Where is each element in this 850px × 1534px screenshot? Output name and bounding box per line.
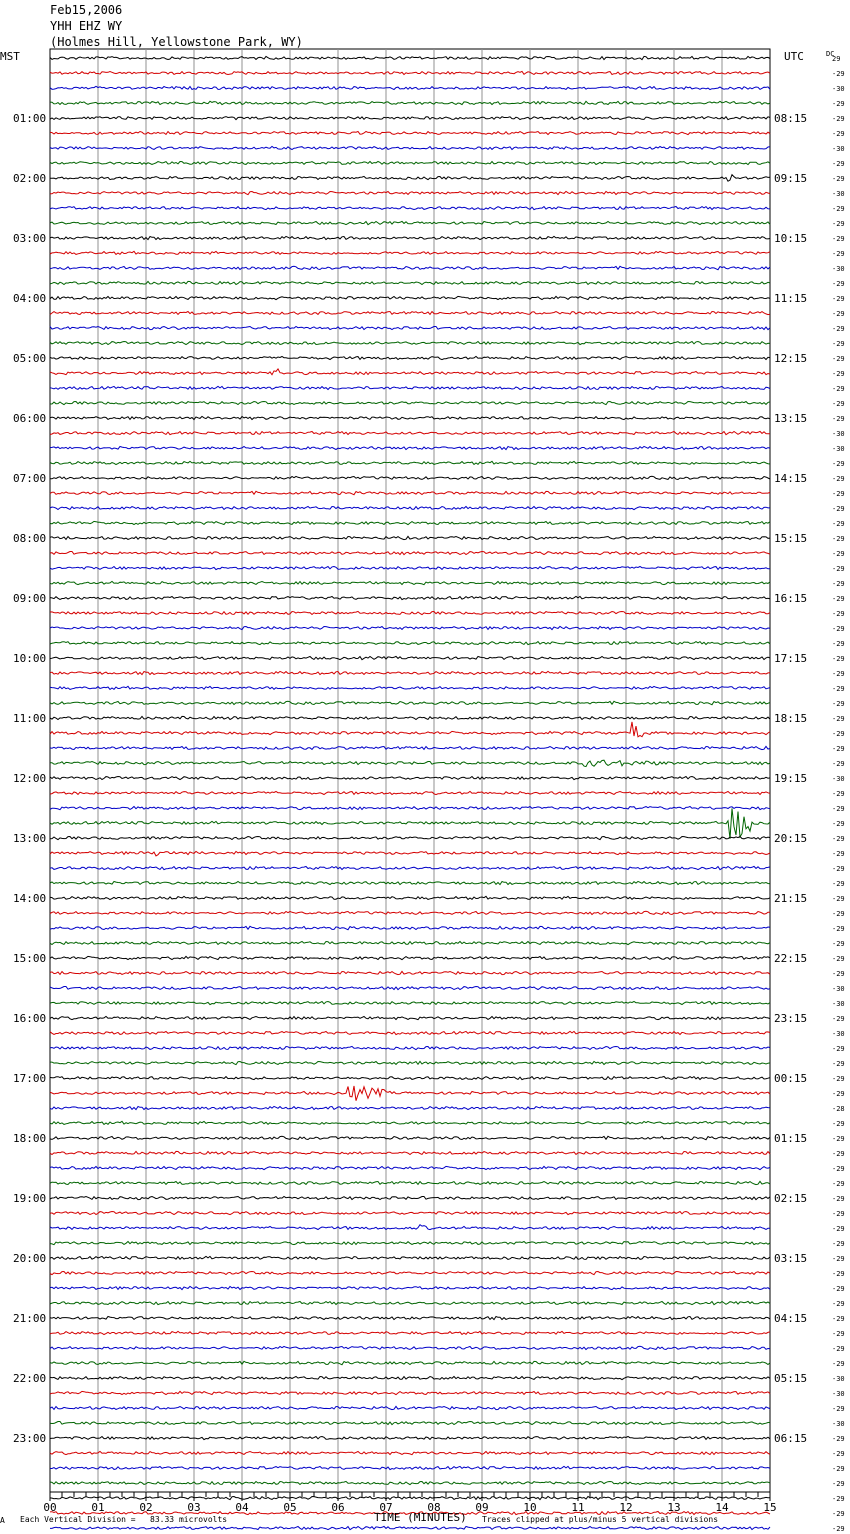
seismic-trace — [50, 1166, 770, 1169]
seismic-trace — [50, 760, 770, 766]
dc-offset-label: -30 — [832, 430, 845, 438]
dc-offset-label: -29 — [832, 550, 845, 558]
dc-offset-label: -29 — [832, 1075, 845, 1083]
seismic-trace — [50, 671, 770, 674]
dc-offset-label: -29 — [832, 1210, 845, 1218]
seismic-trace — [50, 956, 770, 959]
utc-hour-label: 17:15 — [774, 652, 808, 665]
dc-offset-label: -29 — [832, 1285, 845, 1293]
seismic-trace — [50, 446, 770, 449]
utc-hour-label: 13:15 — [774, 412, 808, 425]
dc-offset-label: -29 — [832, 1315, 845, 1323]
seismic-trace — [50, 701, 770, 704]
dc-offset-label: -29 — [832, 220, 845, 228]
dc-offset-label: -29 — [832, 1060, 845, 1068]
seismic-trace — [50, 1526, 770, 1529]
seismic-trace — [50, 1406, 770, 1409]
seismic-trace — [50, 881, 770, 884]
dc-offset-label: -29 — [832, 595, 845, 603]
x-tick-label: 15 — [763, 1501, 777, 1514]
dc-offset-label: -30 — [832, 1000, 845, 1008]
x-tick-label: 14 — [715, 1501, 729, 1514]
seismic-trace — [50, 132, 770, 135]
mst-hour-label: 03:00 — [13, 232, 47, 245]
dc-label: DC — [826, 50, 835, 58]
dc-offset-label: -29 — [832, 1270, 845, 1278]
dc-offset-label: -29 — [832, 535, 845, 543]
dc-offset-label: -29 — [832, 670, 845, 678]
seismic-trace — [50, 281, 770, 284]
seismic-trace — [50, 86, 770, 89]
utc-hour-label: 22:15 — [774, 952, 808, 965]
dc-offset-label: -29 — [832, 1510, 845, 1518]
dc-offset-label: -29 — [832, 820, 845, 828]
dc-offset-label: -29 — [832, 970, 845, 978]
dc-offset-label: -29 — [832, 805, 845, 813]
mst-hour-label: 04:00 — [13, 292, 47, 305]
dc-offset-label: -29 — [832, 460, 845, 468]
seismic-trace — [50, 71, 770, 74]
seismic-trace — [50, 431, 770, 434]
seismic-trace — [50, 567, 770, 570]
x-tick-label: 01 — [91, 1501, 105, 1514]
utc-hour-label: 20:15 — [774, 832, 808, 845]
mst-hour-label: 14:00 — [13, 892, 47, 905]
dc-offset-label: -30 — [832, 190, 845, 198]
seismic-trace — [50, 552, 770, 555]
utc-hour-label: 01:15 — [774, 1132, 808, 1145]
dc-offset-label: -29 — [832, 1480, 845, 1488]
seismic-trace — [50, 101, 770, 104]
utc-hour-label: 14:15 — [774, 472, 808, 485]
utc-hour-label: 03:15 — [774, 1252, 808, 1265]
seismic-trace — [50, 1437, 770, 1440]
dc-offset-label: -29 — [832, 1045, 845, 1053]
x-tick-label: 02 — [139, 1501, 153, 1514]
seismic-trace — [50, 117, 770, 120]
seismic-trace — [50, 491, 770, 494]
x-tick-label: 07 — [379, 1501, 393, 1514]
x-tick-label: 04 — [235, 1501, 249, 1514]
dc-offset-label: -29 — [832, 1255, 845, 1263]
dc-offset-label: -29 — [832, 940, 845, 948]
seismic-trace — [50, 716, 770, 719]
seismic-trace — [50, 1151, 770, 1154]
seismic-trace — [50, 191, 770, 194]
seismic-trace — [50, 369, 770, 375]
dc-offset-label: -29 — [832, 1015, 845, 1023]
seismic-trace — [50, 1316, 770, 1319]
x-tick-label: 08 — [427, 1501, 441, 1514]
seismic-trace — [50, 791, 770, 794]
mst-hour-label: 23:00 — [13, 1432, 47, 1445]
mst-hour-label: 02:00 — [13, 172, 47, 185]
dc-offset-label: -29 — [832, 1150, 845, 1158]
dc-offset-label: -29 — [832, 355, 845, 363]
dc-offset-label: -29 — [832, 1165, 845, 1173]
seismic-trace — [50, 911, 770, 914]
seismic-trace — [50, 896, 770, 899]
seismic-trace — [50, 56, 770, 59]
mst-hour-label: 22:00 — [13, 1372, 47, 1385]
seismic-trace — [50, 386, 770, 389]
dc-offset-label: -30 — [832, 445, 845, 453]
utc-hour-label: 18:15 — [774, 712, 808, 725]
dc-offset-label: -29 — [832, 865, 845, 873]
dc-offset-label: -29 — [832, 760, 845, 768]
seismic-trace — [50, 807, 770, 810]
seismic-trace — [50, 1346, 770, 1349]
dc-offset-label: -29 — [832, 640, 845, 648]
seismic-trace — [50, 521, 770, 524]
seismic-trace — [50, 312, 770, 315]
dc-offset-label: -29 — [832, 505, 845, 513]
dc-offset-label: -29 — [832, 685, 845, 693]
seismic-trace — [50, 971, 770, 974]
utc-hour-label: 04:15 — [774, 1312, 808, 1325]
mst-hour-label: 11:00 — [13, 712, 47, 725]
mst-hour-label: 10:00 — [13, 652, 47, 665]
seismic-trace — [50, 866, 770, 869]
utc-hour-label: 21:15 — [774, 892, 808, 905]
seismic-trace — [50, 1212, 770, 1215]
x-tick-label: 10 — [523, 1501, 537, 1514]
seismic-trace — [50, 175, 770, 182]
x-tick-label: 00 — [43, 1501, 57, 1514]
dc-offset-label: -29 — [832, 1465, 845, 1473]
dc-offset-label: -29 — [832, 1090, 845, 1098]
mst-hour-label: 17:00 — [13, 1072, 47, 1085]
mst-hour-label: 06:00 — [13, 412, 47, 425]
mst-hour-label: 15:00 — [13, 952, 47, 965]
utc-hour-label: 09:15 — [774, 172, 808, 185]
dc-offset-label: -29 — [832, 1405, 845, 1413]
x-tick-label: 13 — [667, 1501, 681, 1514]
dc-offset-label: -29 — [832, 385, 845, 393]
mst-hour-label: 18:00 — [13, 1132, 47, 1145]
seismic-trace — [50, 656, 770, 659]
dc-offset-label: -29 — [832, 730, 845, 738]
seismic-trace — [50, 1286, 770, 1289]
dc-offset-label: -30 — [832, 145, 845, 153]
dc-offset-label: -29 — [832, 475, 845, 483]
dc-offset-label: -30 — [832, 1375, 845, 1383]
mst-hour-label: 13:00 — [13, 832, 47, 845]
utc-label: UTC — [784, 50, 804, 63]
dc-offset-label: -30 — [832, 85, 845, 93]
mst-hour-label: 20:00 — [13, 1252, 47, 1265]
utc-hour-label: 16:15 — [774, 592, 808, 605]
seismic-trace — [50, 1481, 770, 1484]
utc-hour-label: 05:15 — [774, 1372, 808, 1385]
dc-offset-label: -30 — [832, 1390, 845, 1398]
seismic-trace — [50, 356, 770, 359]
seismic-trace — [50, 476, 770, 479]
dc-offset-label: -29 — [832, 925, 845, 933]
x-tick-label: 06 — [331, 1501, 345, 1514]
seismic-trace — [50, 1301, 770, 1304]
seismic-trace — [50, 1361, 770, 1364]
seismic-trace — [50, 626, 770, 629]
scale-note: Each Vertical Division = 83.33 microvolts — [20, 1515, 228, 1524]
mst-hour-label: 08:00 — [13, 532, 47, 545]
seismic-trace — [50, 342, 770, 345]
seismic-trace — [50, 1077, 770, 1080]
seismic-trace — [50, 1377, 770, 1380]
mst-hour-label: 09:00 — [13, 592, 47, 605]
dc-offset-label: -29 — [832, 130, 845, 138]
seismic-trace — [50, 926, 770, 929]
dc-offset-label: -29 — [832, 1450, 845, 1458]
dc-offset-label: -29 — [832, 790, 845, 798]
seismic-trace — [50, 851, 770, 856]
dc-offset-label: -29 — [832, 205, 845, 213]
utc-hour-label: 15:15 — [774, 532, 808, 545]
dc-offset-label: -29 — [832, 715, 845, 723]
dc-offset-label: -29 — [832, 100, 845, 108]
dc-offset-label: -29 — [832, 1495, 845, 1503]
x-tick-label: 11 — [571, 1501, 585, 1514]
seismic-trace — [50, 987, 770, 990]
seismic-trace — [50, 808, 770, 838]
seismic-trace — [50, 1002, 770, 1005]
mst-hour-label: 19:00 — [13, 1192, 47, 1205]
seismic-trace — [50, 1046, 770, 1049]
dc-offset-label: -29 — [832, 700, 845, 708]
dc-offset-label: -29 — [832, 850, 845, 858]
dc-offset-label: -29 — [832, 340, 845, 348]
dc-offset-label: -29 — [832, 895, 845, 903]
dc-offset-label: -29 — [832, 1135, 845, 1143]
seismic-trace — [50, 1136, 770, 1139]
dc-offset-label: -30 — [832, 265, 845, 273]
seismic-trace — [50, 837, 770, 840]
dc-offset-label: -29 — [832, 745, 845, 753]
seismic-trace — [50, 1181, 770, 1184]
utc-hour-label: 12:15 — [774, 352, 808, 365]
mst-hour-label: 12:00 — [13, 772, 47, 785]
x-axis-label: TIME (MINUTES) — [374, 1511, 467, 1524]
dc-offset-label: -29 — [832, 1300, 845, 1308]
utc-hour-label: 23:15 — [774, 1012, 808, 1025]
seismic-trace — [50, 1031, 770, 1034]
seismic-trace — [50, 296, 770, 299]
dc-offset-label: -29 — [832, 1345, 845, 1353]
x-tick-label: 12 — [619, 1501, 633, 1514]
seismic-trace — [50, 1121, 770, 1124]
dc-offset-label: -29 — [832, 910, 845, 918]
utc-hour-label: 10:15 — [774, 232, 808, 245]
utc-hour-label: 19:15 — [774, 772, 808, 785]
dc-offset-label: -29 — [832, 565, 845, 573]
seismic-trace — [50, 146, 770, 149]
seismic-trace — [50, 461, 770, 464]
dc-offset-label: -30 — [832, 1420, 845, 1428]
seismic-trace — [50, 1016, 770, 1019]
dc-offset-label: -29 — [832, 880, 845, 888]
seismic-trace — [50, 581, 770, 584]
seismic-trace — [50, 642, 770, 645]
dc-offset-label: -29 — [832, 1240, 845, 1248]
dc-offset-label: -29 — [832, 115, 845, 123]
seismic-trace — [50, 611, 770, 614]
seismic-trace — [50, 236, 770, 239]
mst-hour-label: 21:00 — [13, 1312, 47, 1325]
location-label: (Holmes Hill, Yellowstone Park, WY) — [50, 35, 303, 49]
date-label: Feb15,2006 — [50, 3, 123, 17]
seismic-trace — [50, 402, 770, 405]
seismic-trace — [50, 266, 770, 269]
dc-offset-label: -30 — [832, 985, 845, 993]
seismic-trace — [50, 1086, 770, 1101]
corner-mark: A — [0, 1516, 5, 1525]
dc-offset-label: -29 — [832, 655, 845, 663]
seismic-trace — [50, 722, 770, 737]
dc-offset-label: -29 — [832, 580, 845, 588]
station-label: YHH EHZ WY — [50, 19, 123, 33]
x-tick-label: 09 — [475, 1501, 489, 1514]
plot-frame — [50, 49, 770, 1492]
dc-offset-label: -29 — [832, 1360, 845, 1368]
seismic-trace — [50, 162, 770, 165]
dc-offset-label: -29 — [832, 370, 845, 378]
seismic-trace — [50, 326, 770, 329]
seismic-trace — [50, 777, 770, 780]
seismic-trace — [50, 1451, 770, 1454]
seismic-trace — [50, 746, 770, 749]
seismic-trace — [50, 1197, 770, 1200]
dc-offset-label: -29 — [832, 400, 845, 408]
dc-offset-label: -29 — [832, 310, 845, 318]
dc-offset-label: -29 — [832, 175, 845, 183]
dc-offset-label: -29 — [832, 160, 845, 168]
seismic-trace — [50, 1466, 770, 1469]
dc-offset-label: -30 — [832, 1030, 845, 1038]
dc-offset-label: -29 — [832, 70, 845, 78]
dc-offset-label: -29 — [832, 1120, 845, 1128]
dc-offset-label: -29 — [832, 610, 845, 618]
x-tick-label: 05 — [283, 1501, 297, 1514]
dc-offset-label: -29 — [832, 325, 845, 333]
seismic-trace — [50, 1242, 770, 1245]
dc-offset-label: -29 — [832, 1195, 845, 1203]
utc-hour-label: 08:15 — [774, 112, 808, 125]
dc-offset-label: -29 — [832, 235, 845, 243]
seismic-trace — [50, 221, 770, 224]
utc-hour-label: 00:15 — [774, 1072, 808, 1085]
dc-offset-label: -29 — [832, 1330, 845, 1338]
utc-hour-label: 11:15 — [774, 292, 808, 305]
dc-offset-label: -29 — [832, 955, 845, 963]
seismic-trace — [50, 1256, 770, 1259]
mst-label: MST — [0, 50, 20, 63]
seismic-trace — [50, 686, 770, 689]
utc-hour-label: 02:15 — [774, 1192, 808, 1205]
seismic-trace — [50, 416, 770, 419]
dc-offset-label: -29 — [832, 295, 845, 303]
dc-offset-label: 29 — [832, 55, 841, 63]
dc-offset-label: -29 — [832, 835, 845, 843]
seismic-trace — [50, 1061, 770, 1064]
dc-offset-label: -29 — [832, 1225, 845, 1233]
seismic-trace — [50, 507, 770, 510]
seismic-trace — [50, 942, 770, 945]
seismic-trace — [50, 1225, 770, 1230]
dc-offset-label: -29 — [832, 1435, 845, 1443]
mst-hour-label: 16:00 — [13, 1012, 47, 1025]
dc-offset-label: -29 — [832, 415, 845, 423]
dc-offset-label: -29 — [832, 1525, 845, 1533]
seismic-trace — [50, 1422, 770, 1425]
seismic-trace — [50, 1106, 770, 1109]
clip-note: Traces clipped at plus/minus 5 vertical divisions — [482, 1515, 719, 1524]
x-tick-label: 03 — [187, 1501, 201, 1514]
mst-hour-label: 01:00 — [13, 112, 47, 125]
utc-hour-label: 06:15 — [774, 1432, 808, 1445]
dc-offset-label: -29 — [832, 250, 845, 258]
dc-offset-label: -28 — [832, 1105, 845, 1113]
mst-hour-label: 07:00 — [13, 472, 47, 485]
seismic-trace — [50, 1272, 770, 1275]
dc-offset-label: -29 — [832, 1180, 845, 1188]
seismic-trace — [50, 536, 770, 539]
dc-offset-label: -29 — [832, 520, 845, 528]
seismic-trace — [50, 207, 770, 210]
dc-offset-label: -30 — [832, 775, 845, 783]
seismic-trace — [50, 1331, 770, 1334]
dc-offset-label: -29 — [832, 280, 845, 288]
seismic-trace — [50, 596, 770, 599]
mst-hour-label: 05:00 — [13, 352, 47, 365]
seismic-trace — [50, 251, 770, 254]
dc-offset-label: -29 — [832, 625, 845, 633]
dc-offset-label: -29 — [832, 490, 845, 498]
seismic-trace — [50, 1391, 770, 1394]
